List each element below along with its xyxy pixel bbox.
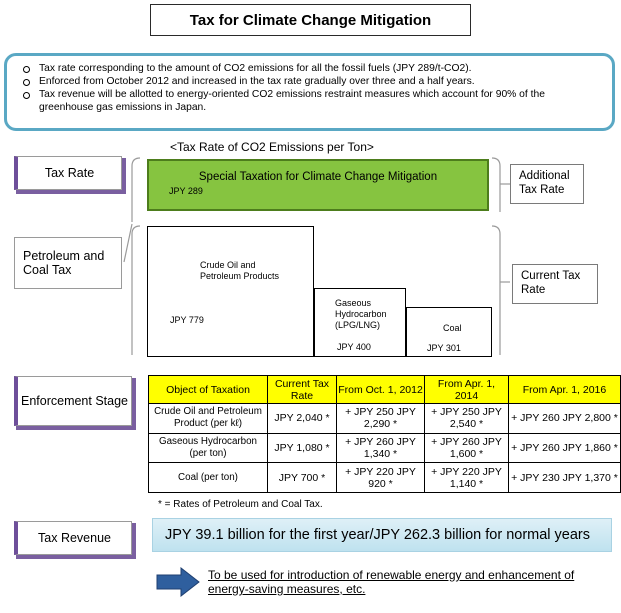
table-cell: + JPY 260 JPY 2,800 *: [509, 404, 621, 434]
gas-block: [314, 288, 406, 357]
right-arrow-icon: [155, 567, 201, 597]
table-cell: Gaseous Hydrocarbon (per ton): [149, 433, 268, 463]
tax-schedule-table: [148, 375, 621, 493]
chart-title: <Tax Rate of CO2 Emissions per Ton>: [170, 140, 374, 154]
special-taxation-value: JPY 289: [169, 186, 203, 196]
table-cell: JPY 1,080 *: [268, 433, 337, 463]
table-cell: + JPY 260 JPY 1,340 *: [337, 433, 425, 463]
tax-rate-label: Tax Rate: [14, 156, 122, 190]
page-title: Tax for Climate Change Mitigation: [150, 4, 471, 36]
crude-oil-block: [147, 226, 314, 357]
crude-oil-label: Crude Oil and Petroleum Products: [200, 260, 280, 281]
table-row: [149, 433, 621, 463]
table-cell: JPY 2,040 *: [268, 404, 337, 434]
header-cell: Current Tax Rate: [268, 376, 337, 404]
header-cell: From Oct. 1, 2012: [337, 376, 425, 404]
gas-label: Gaseous Hydrocarbon (LPG/LNG): [335, 298, 387, 330]
table-cell: + JPY 260 JPY 1,600 *: [425, 433, 509, 463]
coal-value: JPY 301: [427, 343, 461, 353]
coal-label: Coal: [443, 323, 462, 333]
special-taxation-label: Special Taxation for Climate Change Mitigation: [198, 171, 438, 183]
current-rate-note: Current Tax Rate: [512, 264, 598, 304]
usage-text: To be used for introduction of renewable energy and enhancement of energy-saving measures, etc.: [208, 568, 575, 596]
enforcement-stage-label: Enforcement Stage: [14, 376, 132, 426]
header-cell: From Apr. 1, 2016: [509, 376, 621, 404]
tax-revenue-label: Tax Revenue: [14, 521, 132, 555]
table-cell: + JPY 250 JPY 2,290 *: [337, 404, 425, 434]
table-cell: Crude Oil and Petroleum Product (per kℓ): [149, 404, 268, 434]
coal-block: [406, 307, 492, 357]
summary-item: Enforced from October 2012 and increased in the tax rate gradually over three and a half years.: [19, 75, 602, 88]
special-taxation-bar: [147, 159, 489, 211]
petroleum-coal-tax-label: Petroleum and Coal Tax: [14, 237, 122, 289]
header-cell: Object of Taxation: [149, 376, 268, 404]
table-cell: JPY 700 *: [268, 463, 337, 493]
revenue-text: JPY 39.1 billion for the first year/JPY 262.3 billion for normal years: [165, 527, 591, 543]
revenue-banner: [152, 518, 612, 552]
header-cell: From Apr. 1, 2014: [425, 376, 509, 404]
table-row: [149, 463, 621, 493]
crude-oil-value: JPY 779: [170, 315, 204, 325]
table-cell: + JPY 230 JPY 1,370 *: [509, 463, 621, 493]
summary-item: Tax revenue will be allotted to energy-oriented CO2 emissions restraint measures which account for 90% of the greenhouse gas emissions in Japan.: [19, 88, 602, 114]
additional-rate-note: Additional Tax Rate: [510, 164, 584, 204]
gas-value: JPY 400: [337, 342, 371, 352]
table-cell: + JPY 260 JPY 1,860 *: [509, 433, 621, 463]
table-cell: Coal (per ton): [149, 463, 268, 493]
table-cell: + JPY 250 JPY 2,540 *: [425, 404, 509, 434]
table-cell: + JPY 220 JPY 1,140 *: [425, 463, 509, 493]
summary-item: Tax rate corresponding to the amount of CO2 emissions for all the fossil fuels (JPY 289/t-CO2).: [19, 62, 602, 75]
table-row: [149, 404, 621, 434]
table-header-row: [149, 376, 621, 404]
footnote: * = Rates of Petroleum and Coal Tax.: [158, 499, 323, 510]
table-cell: + JPY 220 JPY 920 *: [337, 463, 425, 493]
